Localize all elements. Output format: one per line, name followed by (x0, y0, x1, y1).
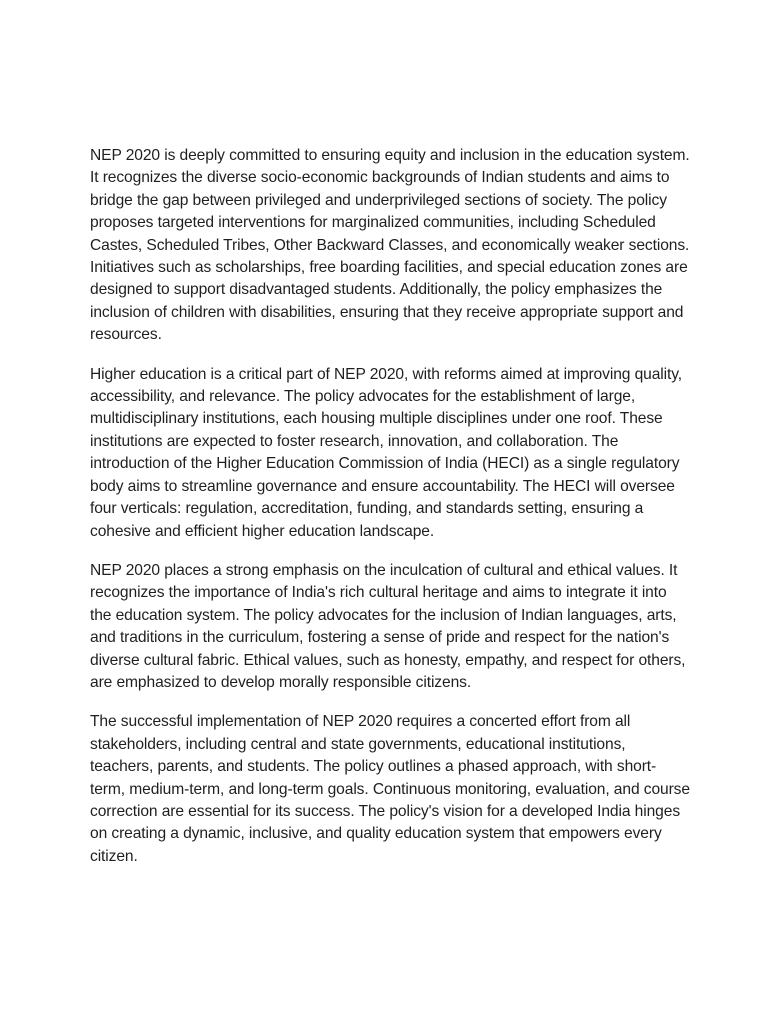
document-body (90, 145, 690, 885)
paragraph-equity-inclusion: NEP 2020 is deeply committed to ensuring equity and inclusion in the education system. It recognizes the diverse socio-economic backgrounds of Indian students and aims to bridge the gap between privileged and underprivileged sections of society. The policy proposes targeted interventions for marginalized communities, including Scheduled Castes, Scheduled Tribes, Other Backward Classes, and economically weaker sections. Initiatives such as scholarships, free boarding facilities, and special education zones are designed to support disadvantaged students. Additionally, the policy emphasizes the inclusion of children with disabilities, ensuring that they receive appropriate support and resources. (90, 147, 690, 344)
paragraph-implementation: The successful implementation of NEP 2020 requires a concerted effort from all stakeholders, including central and state governments, educational institutions, teachers, parents, and students. The policy outlines a phased approach, with short-term, medium-term, and long-term goals. Continuous monitoring, evaluation, and course correction are essential for its success. The policy's vision for a developed India hinges on creating a dynamic, inclusive, and quality education system that empowers every citizen. (90, 713, 690, 865)
paragraph-higher-education: Higher education is a critical part of NEP 2020, with reforms aimed at improving quality, accessibility, and relevance. The policy advocates for the establishment of large, multidisciplinary institutions, each housing multiple disciplines under one roof. These institutions are expected to foster research, innovation, and collaboration. The introduction of the Higher Education Commission of India (HECI) as a single regulatory body aims to streamline governance and ensure accountability. The HECI will oversee four verticals: regulation, accreditation, funding, and standards setting, ensuring a cohesive and efficient higher education landscape. (90, 365, 683, 540)
paragraph-cultural-values: NEP 2020 places a strong emphasis on the inculcation of cultural and ethical values. It recognizes the importance of India's rich cultural heritage and aims to integrate it into the education system. The policy advocates for the inclusion of Indian languages, arts, and traditions in the curriculum, fostering a sense of pride and respect for the nation's diverse cultural fabric. Ethical values, such as honesty, empathy, and respect for others, are emphasized to develop morally responsible citizens. (90, 561, 686, 691)
